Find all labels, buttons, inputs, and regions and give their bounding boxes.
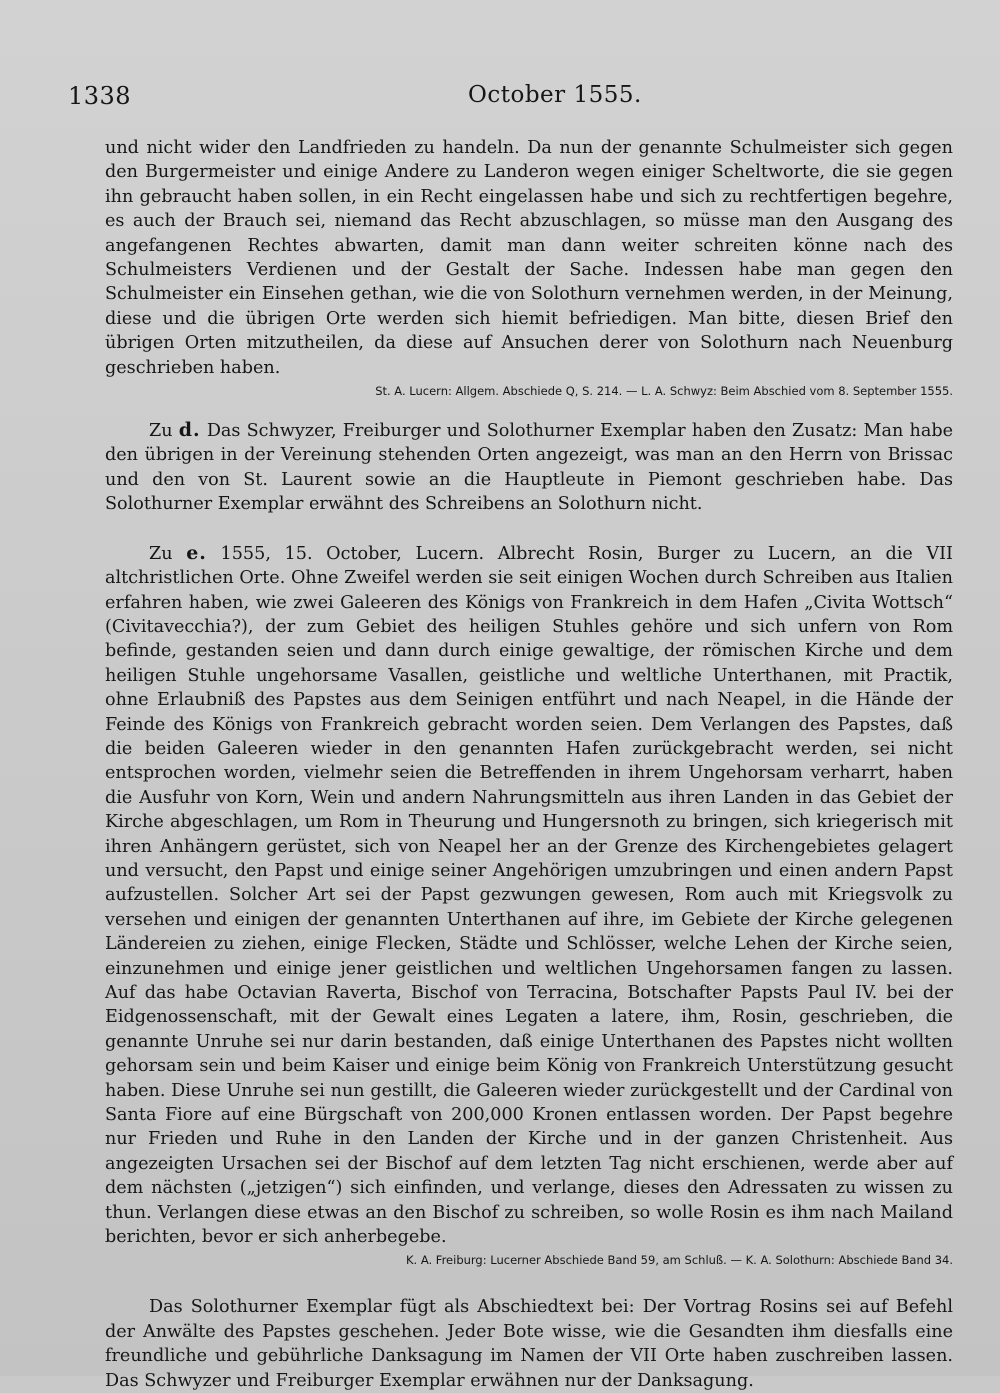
section-d-paragraph [105,418,953,517]
closing-paragraph: Das Solothurner Exemplar fügt als Abschiedtext bei: Der Vortrag Rosins sei auf Befehl der Anwälte des Papstes geschehen. Jeder Bote wisse, wie die Gesandten ihm diesfalls eine freundliche und gebührliche Danksagung im Namen der VII Orte haben zuschreiben lassen. Das Schwyzer und Freiburger Exemplar erwähnen nur der Danksagung. [105,1297,953,1391]
page-number: 1338 [68,82,132,110]
intro-source-citation: St. A. Lucern: Allgem. Abschiede Q, S. 214. — L. A. Schwyz: Beim Abschied vom 8. September 1555. [375,384,953,399]
running-title: October 1555. [468,82,642,108]
section-d-label: d. [178,419,201,442]
section-e-paragraph [105,541,953,1250]
section-e-label: e. [186,541,207,564]
section-e-source-citation: K. A. Freiburg: Lucerner Abschiede Band 59, am Schluß. — K. A. Solothurn: Abschiede Band 34. [405,1253,953,1268]
section-d-prefix: Zu [149,421,173,442]
section-d-text: Das Schwyzer, Freiburger und Solothurner Exemplar haben den Zusatz: Man habe den übrigen in der Vereinung stehenden Orten angezeigt, was man an den Herrn von Brissac und den von St. Laurent sowie an die Hauptleute in Piemont geschrieben habe. Das Solothurner Exemplar erwähnt des Schreibens an Solothurn nicht. [105,421,954,515]
section-e-text: 1555, 15. October, Lucern. Albrecht Rosin, Burger zu Lucern, an die VII altchristlichen Orte. Ohne Zweifel werden sie seit einigen Wochen durch Schreiben aus Italien erfahren haben, wie zwei Galeeren des Königs von Frankreich in dem Hafen „Civita Wottsch“ (Civitavecchia?), der zum Gebiet des heiligen Stuhles gehöre und sich unfern von Rom befinde, gestanden seien und dann durch einige gewaltige, der römischen Kirche und dem heiligen Stuhle ungehorsame Vasallen, geistliche und weltliche Unterthanen, mit Practik, ohne Erlaubniß des Papstes aus dem Seinigen entführt und nach Neapel, in die Hände der Feinde des Königs von Frankreich gebracht worden seien. Dem Verlangen des Papstes, daß die beiden Galeeren wieder in den genannten Hafen zurückgebracht werden, sei nicht entsprochen worden, vielmehr seien die Betreffenden in ihrem Ungehorsam verharrt, haben die Ausfuhr von Korn, Wein und andern Nahrungsmitteln aus ihren Landen in das Gebiet der Kirche abgeschlagen, um Rom in Theurung und Hungersnoth zu bringen, sich kriegerisch mit ihren Anhängern gerüstet, sich von Neapel her an der Grenze des Kirchengebietes gelagert und versucht, den Papst und einige seiner Angehörigen umzubringen und einen andern Papst aufzustellen. Solcher Art sei der Papst gezwungen gewesen, Rom auch mit Kriegsvolk zu versehen und einigen der genannten Unterthanen auf ihre, im Gebiete der Kirche gelegenen Ländereien zu ziehen, einige Flecken, Städte und Schlösser, welche Lehen der Kirche seien, einzunehmen und einige jener geistlichen und weltlichen Ungehorsamen fangen zu lassen. Auf das habe Octavian Raverta, Bischof von Terracina, Botschafter Papsts Paul IV. bei der Eidgenossenschaft, mit der Gewalt eines Legaten a latere, ihm, Rosin, geschrieben, die genannte Unruhe sei nur darin bestanden, daß einige Unterthanen des Papstes nicht wollten gehorsam sein und beim Kaiser und einige beim König von Frankreich Unterstützung gesucht haben. Diese Unruhe sei nun gestillt, die Galeeren wieder zurückgestellt und der Cardinal von Santa Fiore auf eine Bürgschaft von 200,000 Kronen entlassen worden. Der Papst begehre nur Frieden und Ruhe in den Landen der Kirche und in der ganzen Christenheit. Aus angezeigten Ursachen sei der Bischof auf dem letzten Tag nicht erschienen, werde aber auf dem nächsten („jetzigen“) sich einfinden, und verlange, dieses den Adressaten zu wissen zu thun. Verlangen diese etwas an den Bischof zu schreiben, so wolle Rosin es ihm nach Mailand berichten, bevor er sich anherbegebe. [105,543,953,1248]
page-header [68,82,940,118]
page-body [105,136,953,1393]
section-e-prefix: Zu [149,543,173,564]
intro-paragraph: und nicht wider den Landfrieden zu handeln. Da nun der genannte Schulmeister sich gegen den Burgermeister und einige Andere zu Landeron wegen einiger Scheltworte, die sie gegen ihn gebraucht haben sollen, in ein Recht eingelassen habe und sich zu rechtfertigen begehre, es auch der Brauch sei, niemand das Recht abzuschlagen, so müsse man den Ausgang des angefangenen Rechtes abwarten, damit man dann weiter schreiten könne nach des Schulmeisters Verdienen und der Gestalt der Sache. Indessen habe man gegen den Schulmeister ein Einsehen gethan, wie die von Solothurn vernehmen werden, in der Meinung, diese und die übrigen Orte werden sich hiemit befriedigen. Man bitte, diesen Brief den übrigen Orten mitzutheilen, da diese auf Ansuchen derer von Solothurn nach Neuenburg geschrieben haben. [105,138,953,378]
